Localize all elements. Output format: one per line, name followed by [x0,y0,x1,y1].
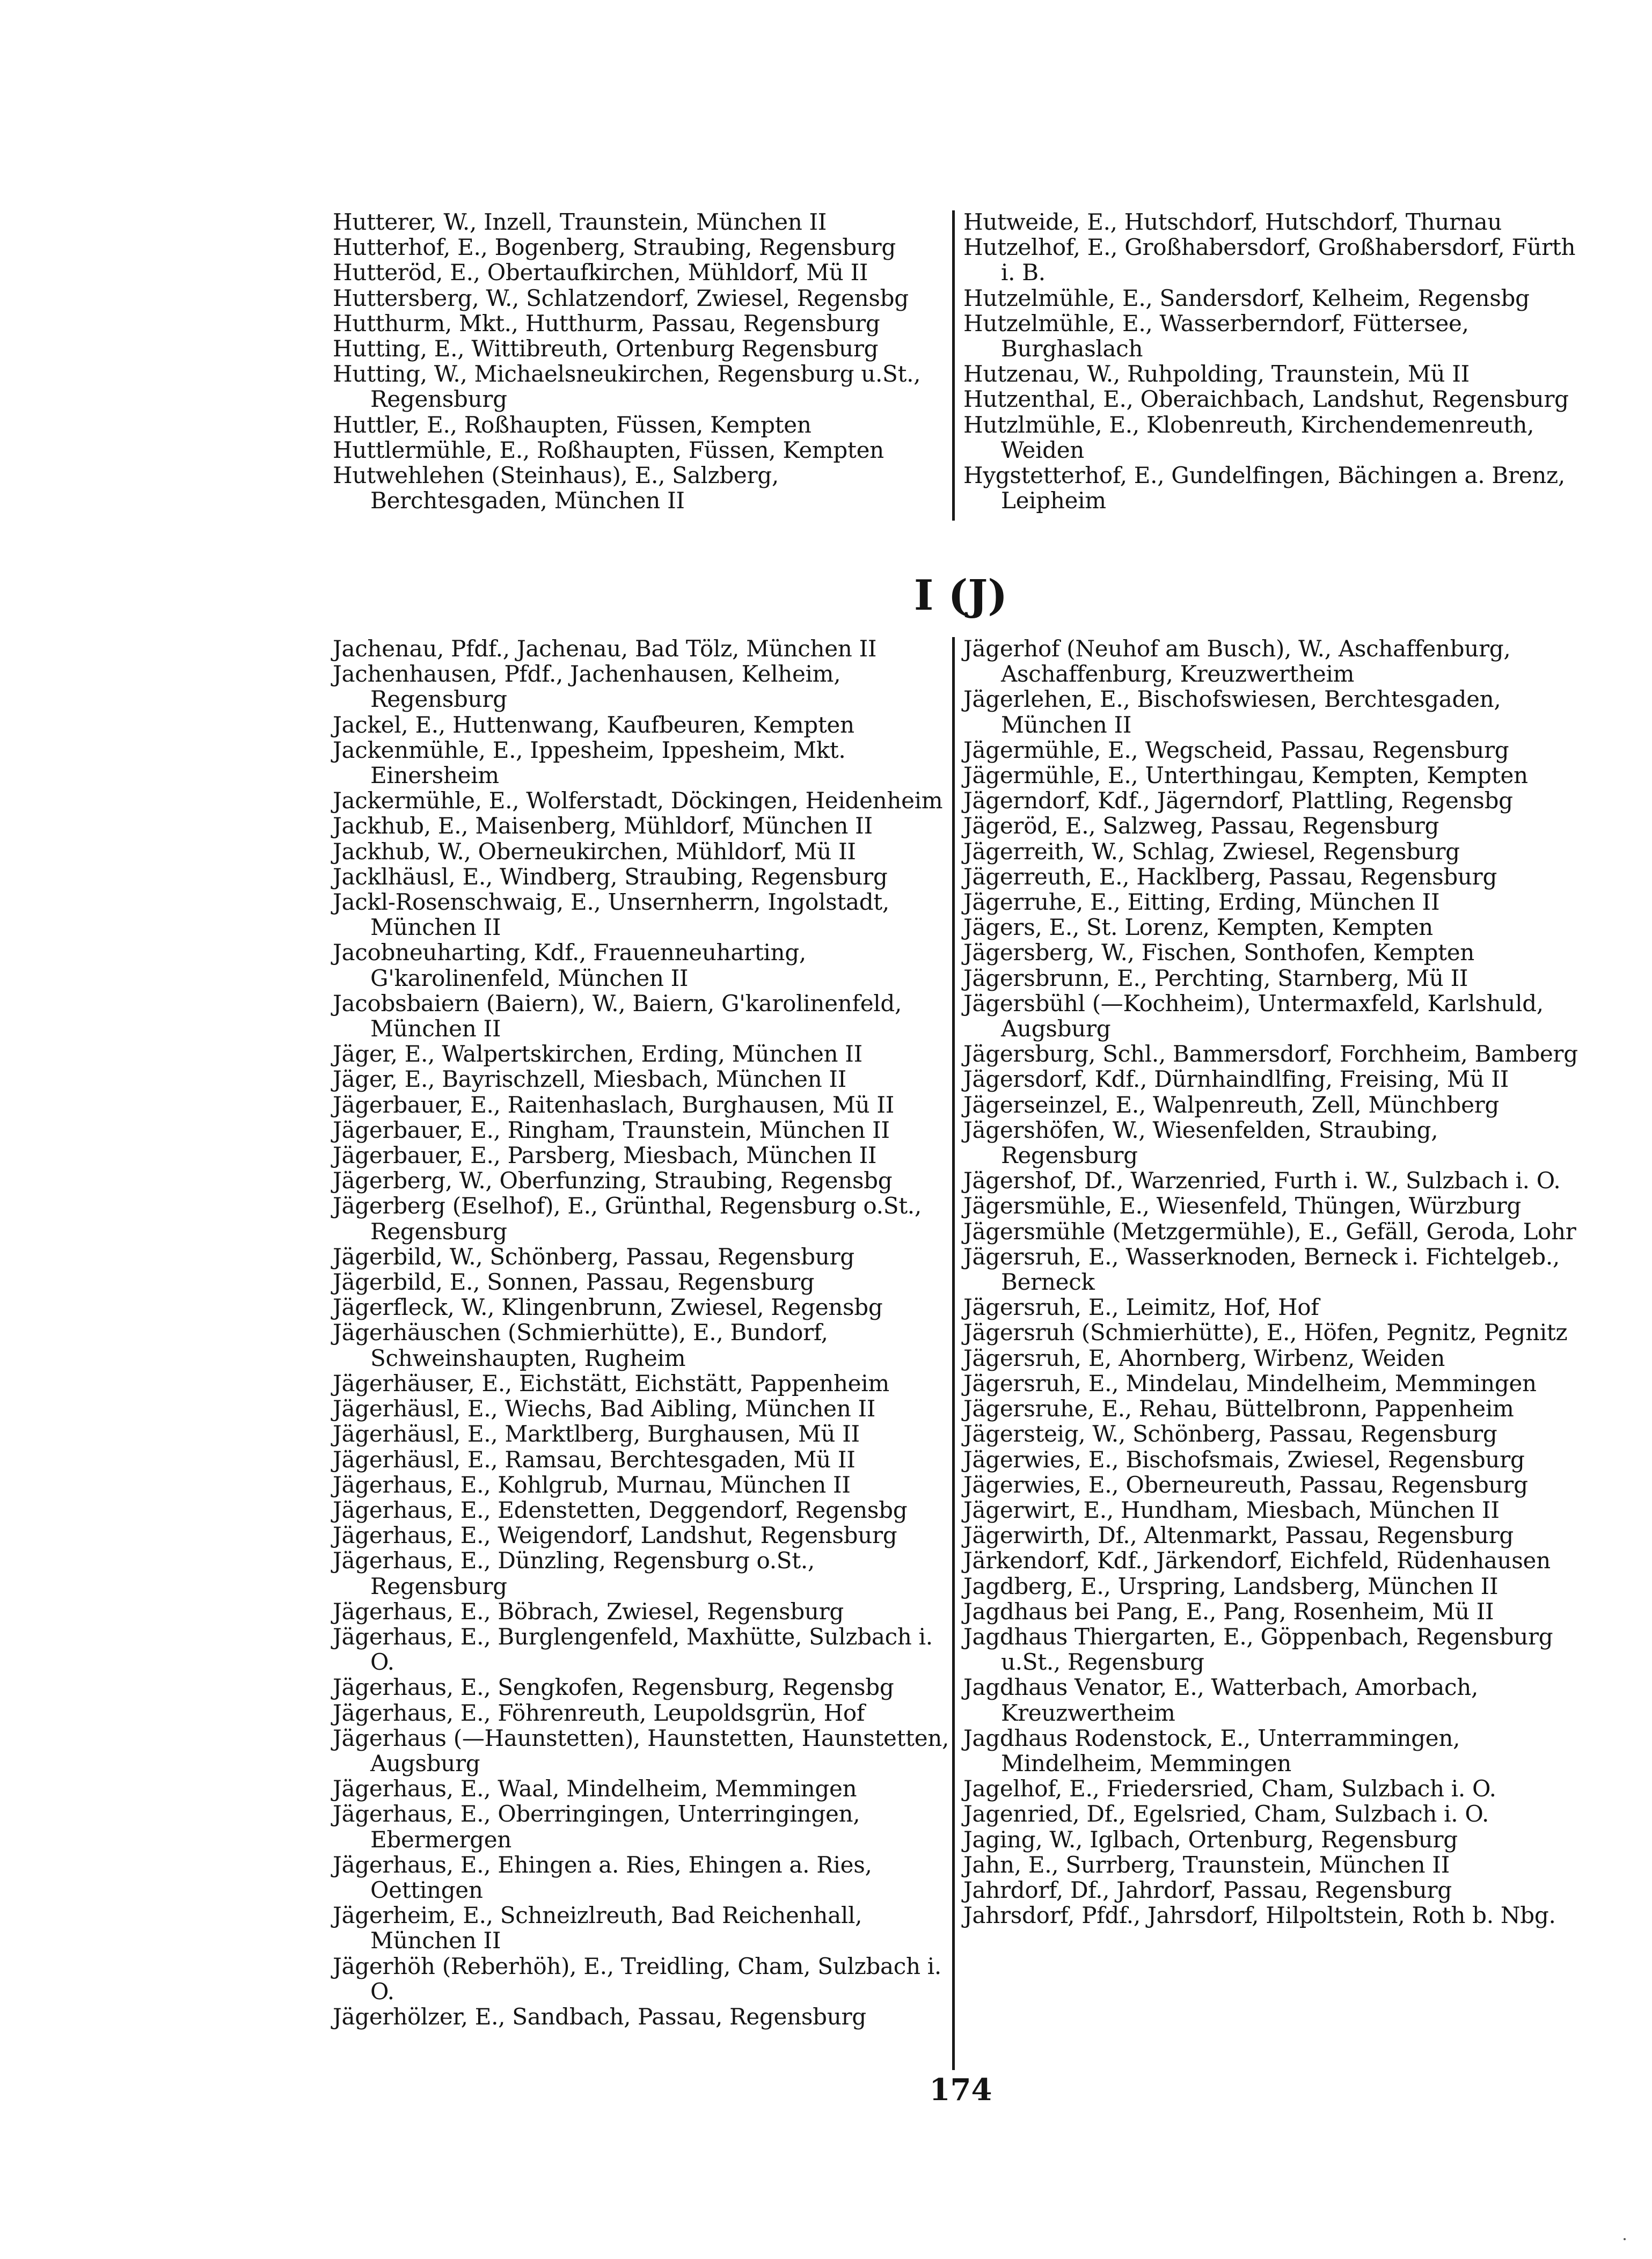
gazetteer-entry: Hutzelmühle, E., Wasserberndorf, Füttersee, Burghaslach [963,310,1469,362]
gazetteer-entry: Jägerhäuschen (Schmierhütte), E., Bundorf, Schweinshaupten, Rugheim [333,1319,828,1371]
gazetteer-entry: Jägerreith, W., Schlag, Zwiesel, Regensburg [963,838,1460,865]
gazetteer-entry: Jägerhaus, E., Dünzling, Regensburg o.St., Regensburg [333,1547,815,1599]
gazetteer-entry: Hygstetterhof, E., Gundelfingen, Bächingen a. Brenz, Leipheim [963,462,1565,514]
scan-speck [1624,2238,1626,2240]
bottom-right-column [963,636,1581,1928]
gazetteer-entry: Jackhub, E., Maisenberg, Mühldorf, München II [333,813,873,839]
gazetteer-entry: Jackhub, W., Oberneukirchen, Mühldorf, Mü II [333,838,856,865]
gazetteer-entry: Hutterer, W., Inzell, Traunstein, München II [333,209,827,235]
gazetteer-entry: Hutzelhof, E., Großhabersdorf, Großhabersdorf, Fürth i. B. [963,234,1576,286]
gazetteer-entry: Järkendorf, Kdf., Järkendorf, Eichfeld, Rüdenhausen [963,1547,1551,1574]
gazetteer-entry: Jägerruhe, E., Eitting, Erding, München II [963,889,1440,916]
column-divider-top [952,210,955,521]
gazetteer-entry: Jägerbauer, E., Ringham, Traunstein, München II [333,1116,890,1143]
gazetteer-entry: Jägerberg (Eselhof), E., Grünthal, Regensburg o.St., Regensburg [333,1193,922,1245]
gazetteer-entry: Jägermühle, E., Unterthingau, Kempten, Kempten [963,762,1528,789]
gazetteer-entry: Jaging, W., Iglbach, Ortenburg, Regensburg [963,1826,1458,1853]
gazetteer-entry: Jägerhof (Neuhof am Busch), W., Aschaffenburg, Aschaffenburg, Kreuzwertheim [963,635,1511,688]
gazetteer-entry: Jägerhaus, E., Ehingen a. Ries, Ehingen a. Ries, Oettingen [333,1851,872,1903]
gazetteer-entry: Jägersburg, Schl., Bammersdorf, Forchheim, Bamberg [963,1041,1578,1068]
gazetteer-entry: Jägersbrunn, E., Perchting, Starnberg, Mü II [963,964,1468,991]
top-left-column [333,209,950,513]
gazetteer-entry: Jackl-Rosenschwaig, E., Unsernherrn, Ingolstadt, München II [333,889,889,941]
gazetteer-entry: Jägerhaus, E., Böbrach, Zwiesel, Regensburg [333,1598,844,1625]
gazetteer-entry: Jägerbauer, E., Parsberg, Miesbach, München II [333,1142,877,1169]
gazetteer-entry: Jägersmühle (Metzgermühle), E., Gefäll, Geroda, Lohr [963,1218,1576,1245]
gazetteer-entry: Jägerwirth, Df., Altenmarkt, Passau, Regensburg [963,1522,1514,1549]
gazetteer-entry: Jagdhaus Venator, E., Watterbach, Amorbach, Kreuzwertheim [963,1674,1479,1726]
gazetteer-entry: Jäger, E., Bayrischzell, Miesbach, München II [333,1066,846,1093]
gazetteer-entry: Jägerheim, E., Schneizlreuth, Bad Reichenhall, München II [333,1902,862,1954]
gazetteer-entry: Jägerlehen, E., Bischofswiesen, Berchtesgaden, München II [963,686,1501,738]
gazetteer-entry: Jagdhaus Rodenstock, E., Unterrammingen, Mindelheim, Memmingen [963,1724,1460,1777]
gazetteer-entry: Jägershof, Df., Warzenried, Furth i. W., Sulzbach i. O. [963,1167,1561,1194]
gazetteer-entry: Jägerhaus, E., Waal, Mindelheim, Memmingen [333,1775,857,1802]
gazetteer-entry: Hutzelmühle, E., Sandersdorf, Kelheim, Regensbg [963,284,1530,311]
gazetteer-entry: Jägerhäuser, E., Eichstätt, Eichstätt, Pappenheim [333,1370,889,1397]
gazetteer-entry: Jägers, E., St. Lorenz, Kempten, Kempten [963,914,1433,941]
gazetteer-entry: Jägerhölzer, E., Sandbach, Passau, Regensburg [333,2003,866,2030]
gazetteer-entry: Jägersbühl (—Kochheim), Untermaxfeld, Karlshuld, Augsburg [963,990,1544,1042]
gazetteer-entry: Hutting, W., Michaelsneukirchen, Regensburg u.St., Regensburg [333,361,921,413]
gazetteer-entry: Hutweide, E., Hutschdorf, Hutschdorf, Thurnau [963,209,1502,235]
gazetteer-entry: Hutthurm, Mkt., Hutthurm, Passau, Regensburg [333,310,880,337]
gazetteer-entry: Jägerbild, E., Sonnen, Passau, Regensburg [333,1269,815,1296]
gazetteer-entry: Jägerwies, E., Bischofsmais, Zwiesel, Regensburg [963,1446,1525,1473]
gazetteer-entry: Jägerhäusl, E., Ramsau, Berchtesgaden, Mü II [333,1446,856,1473]
bottom-left-column [333,636,950,2029]
gazetteer-entry: Jägerhaus, E., Edenstetten, Deggendorf, Regensbg [333,1496,908,1523]
gazetteer-entry: Hutzlmühle, E., Klobenreuth, Kirchendemenreuth, Weiden [963,411,1534,463]
gazetteer-entry: Jägerndorf, Kdf., Jägerndorf, Plattling, Regensbg [963,787,1513,814]
gazetteer-entry: Jahrdorf, Df., Jahrdorf, Passau, Regensburg [963,1876,1452,1903]
gazetteer-entry: Jägerhaus, E., Oberringingen, Unterringingen, Ebermergen [333,1801,860,1853]
gazetteer-entry: Jachenhausen, Pfdf., Jachenhausen, Kelheim, Regensburg [333,661,841,713]
gazetteer-entry: Jägersruh, E., Leimitz, Hof, Hof [963,1294,1319,1321]
gazetteer-entry: Jägersberg, W., Fischen, Sonthofen, Kempten [963,939,1475,966]
gazetteer-entry: Huttler, E., Roßhaupten, Füssen, Kempten [333,411,812,438]
gazetteer-entry: Jägerhaus, E., Sengkofen, Regensburg, Regensbg [333,1674,894,1701]
gazetteer-entry: Jagdhaus Thiergarten, E., Göppenbach, Regensburg u.St., Regensburg [963,1623,1553,1676]
gazetteer-entry: Jahn, E., Surrberg, Traunstein, München II [963,1851,1450,1878]
gazetteer-entry: Jägerreuth, E., Hacklberg, Passau, Regensburg [963,863,1497,890]
gazetteer-entry: Huttersberg, W., Schlatzendorf, Zwiesel, Regensbg [333,284,909,311]
gazetteer-entry: Jägerhaus, E., Föhrenreuth, Leupoldsgrün, Hof [333,1699,865,1726]
gazetteer-entry: Hutteröd, E., Obertaufkirchen, Mühldorf, Mü II [333,259,868,286]
gazetteer-entry: Jägermühle, E., Wegscheid, Passau, Regensburg [963,736,1509,763]
gazetteer-entry: Hutterhof, E., Bogenberg, Straubing, Regensburg [333,234,896,261]
gazetteer-entry: Jägersruhe, E., Rehau, Büttelbronn, Pappenheim [963,1395,1514,1422]
gazetteer-entry: Jägerfleck, W., Klingenbrunn, Zwiesel, Regensbg [333,1294,883,1321]
gazetteer-entry: Jägeröd, E., Salzweg, Passau, Regensburg [963,813,1439,839]
gazetteer-entry: Jacobneuharting, Kdf., Frauenneuharting, G'karolinenfeld, München II [333,939,806,991]
gazetteer-entry: Hutwehlehen (Steinhaus), E., Salzberg, Berchtesgaden, München II [333,462,779,514]
gazetteer-entry: Jägerbauer, E., Raitenhaslach, Burghausen, Mü II [333,1091,894,1118]
gazetteer-entry: Jägerwirt, E., Hundham, Miesbach, München II [963,1496,1500,1523]
gazetteer-entry: Jägerwies, E., Oberneureuth, Passau, Regensburg [963,1471,1528,1498]
gazetteer-entry: Jägerhäusl, E., Wiechs, Bad Aibling, München II [333,1395,876,1422]
gazetteer-entry: Jagdberg, E., Urspring, Landsberg, München II [963,1573,1499,1599]
gazetteer-entry: Jägerhaus (—Haunstetten), Haunstetten, Haunstetten, Augsburg [333,1724,949,1777]
column-divider-bottom [952,637,955,2070]
gazetteer-entry: Jägerbild, W., Schönberg, Passau, Regensburg [333,1243,854,1270]
page-number: 174 [929,2072,992,2108]
gazetteer-entry: Jägerhäusl, E., Marktlberg, Burghausen, Mü II [333,1421,860,1447]
gazetteer-entry: Jägersdorf, Kdf., Dürnhaindlfing, Freising, Mü II [963,1066,1509,1093]
gazetteer-entry: Jägersruh, E, Ahornberg, Wirbenz, Weiden [963,1344,1445,1371]
gazetteer-entry: Jägersteig, W., Schönberg, Passau, Regensburg [963,1421,1497,1447]
gazetteer-entry: Jagelhof, E., Friedersried, Cham, Sulzbach i. O. [963,1775,1496,1802]
gazetteer-entry: Jägerhaus, E., Burglengenfeld, Maxhütte, Sulzbach i. O. [333,1623,933,1676]
gazetteer-entry: Jägershöfen, W., Wiesenfelden, Straubing, Regensburg [963,1116,1438,1169]
gazetteer-entry: Jägerhöh (Reberhöh), E., Treidling, Cham, Sulzbach i. O. [333,1953,941,2005]
gazetteer-entry: Jackel, E., Huttenwang, Kaufbeuren, Kempten [333,711,854,738]
gazetteer-entry: Jacobsbaiern (Baiern), W., Baiern, G'karolinenfeld, München II [333,990,902,1042]
gazetteer-entry: Hutzenthal, E., Oberaichbach, Landshut, Regensburg [963,386,1569,413]
gazetteer-entry: Jägerhaus, E., Kohlgrub, Murnau, München II [333,1471,851,1498]
gazetteer-entry: Jägersmühle, E., Wiesenfeld, Thüngen, Würzburg [963,1193,1521,1219]
gazetteer-entry: Jägersruh (Schmierhütte), E., Höfen, Pegnitz, Pegnitz [963,1319,1568,1346]
gazetteer-entry: Jackenmühle, E., Ippesheim, Ippesheim, Mkt. Einersheim [333,736,846,789]
gazetteer-entry: Hutzenau, W., Ruhpolding, Traunstein, Mü II [963,361,1470,388]
gazetteer-entry: Hutting, E., Wittibreuth, Ortenburg Regensburg [333,335,879,362]
gazetteer-entry: Jägerberg, W., Oberfunzing, Straubing, Regensbg [333,1167,893,1194]
gazetteer-entry: Jacklhäusl, E., Windberg, Straubing, Regensburg [333,863,888,890]
gazetteer-entry: Jagenried, Df., Egelsried, Cham, Sulzbach i. O. [963,1801,1489,1827]
section-heading: I (J) [913,571,1008,620]
gazetteer-entry: Jägerhaus, E., Weigendorf, Landshut, Regensburg [333,1522,897,1549]
gazetteer-entry: Jägersruh, E., Mindelau, Mindelheim, Memmingen [963,1370,1537,1397]
gazetteer-entry: Huttlermühle, E., Roßhaupten, Füssen, Kempten [333,436,884,463]
gazetteer-entry: Jahrsdorf, Pfdf., Jahrsdorf, Hilpoltstein, Roth b. Nbg. [963,1902,1556,1929]
gazetteer-entry: Jäger, E., Walpertskirchen, Erding, München II [333,1041,862,1068]
gazetteer-entry: Jägersruh, E., Wasserknoden, Berneck i. Fichtelgeb., Berneck [963,1243,1560,1296]
gazetteer-entry: Jägerseinzel, E., Walpenreuth, Zell, Münchberg [963,1091,1499,1118]
gazetteer-entry: Jackermühle, E., Wolferstadt, Döckingen, Heidenheim [333,787,943,814]
gazetteer-entry: Jachenau, Pfdf., Jachenau, Bad Tölz, München II [333,635,877,662]
top-right-column [963,209,1581,513]
gazetteer-entry: Jagdhaus bei Pang, E., Pang, Rosenheim, Mü II [963,1598,1494,1625]
